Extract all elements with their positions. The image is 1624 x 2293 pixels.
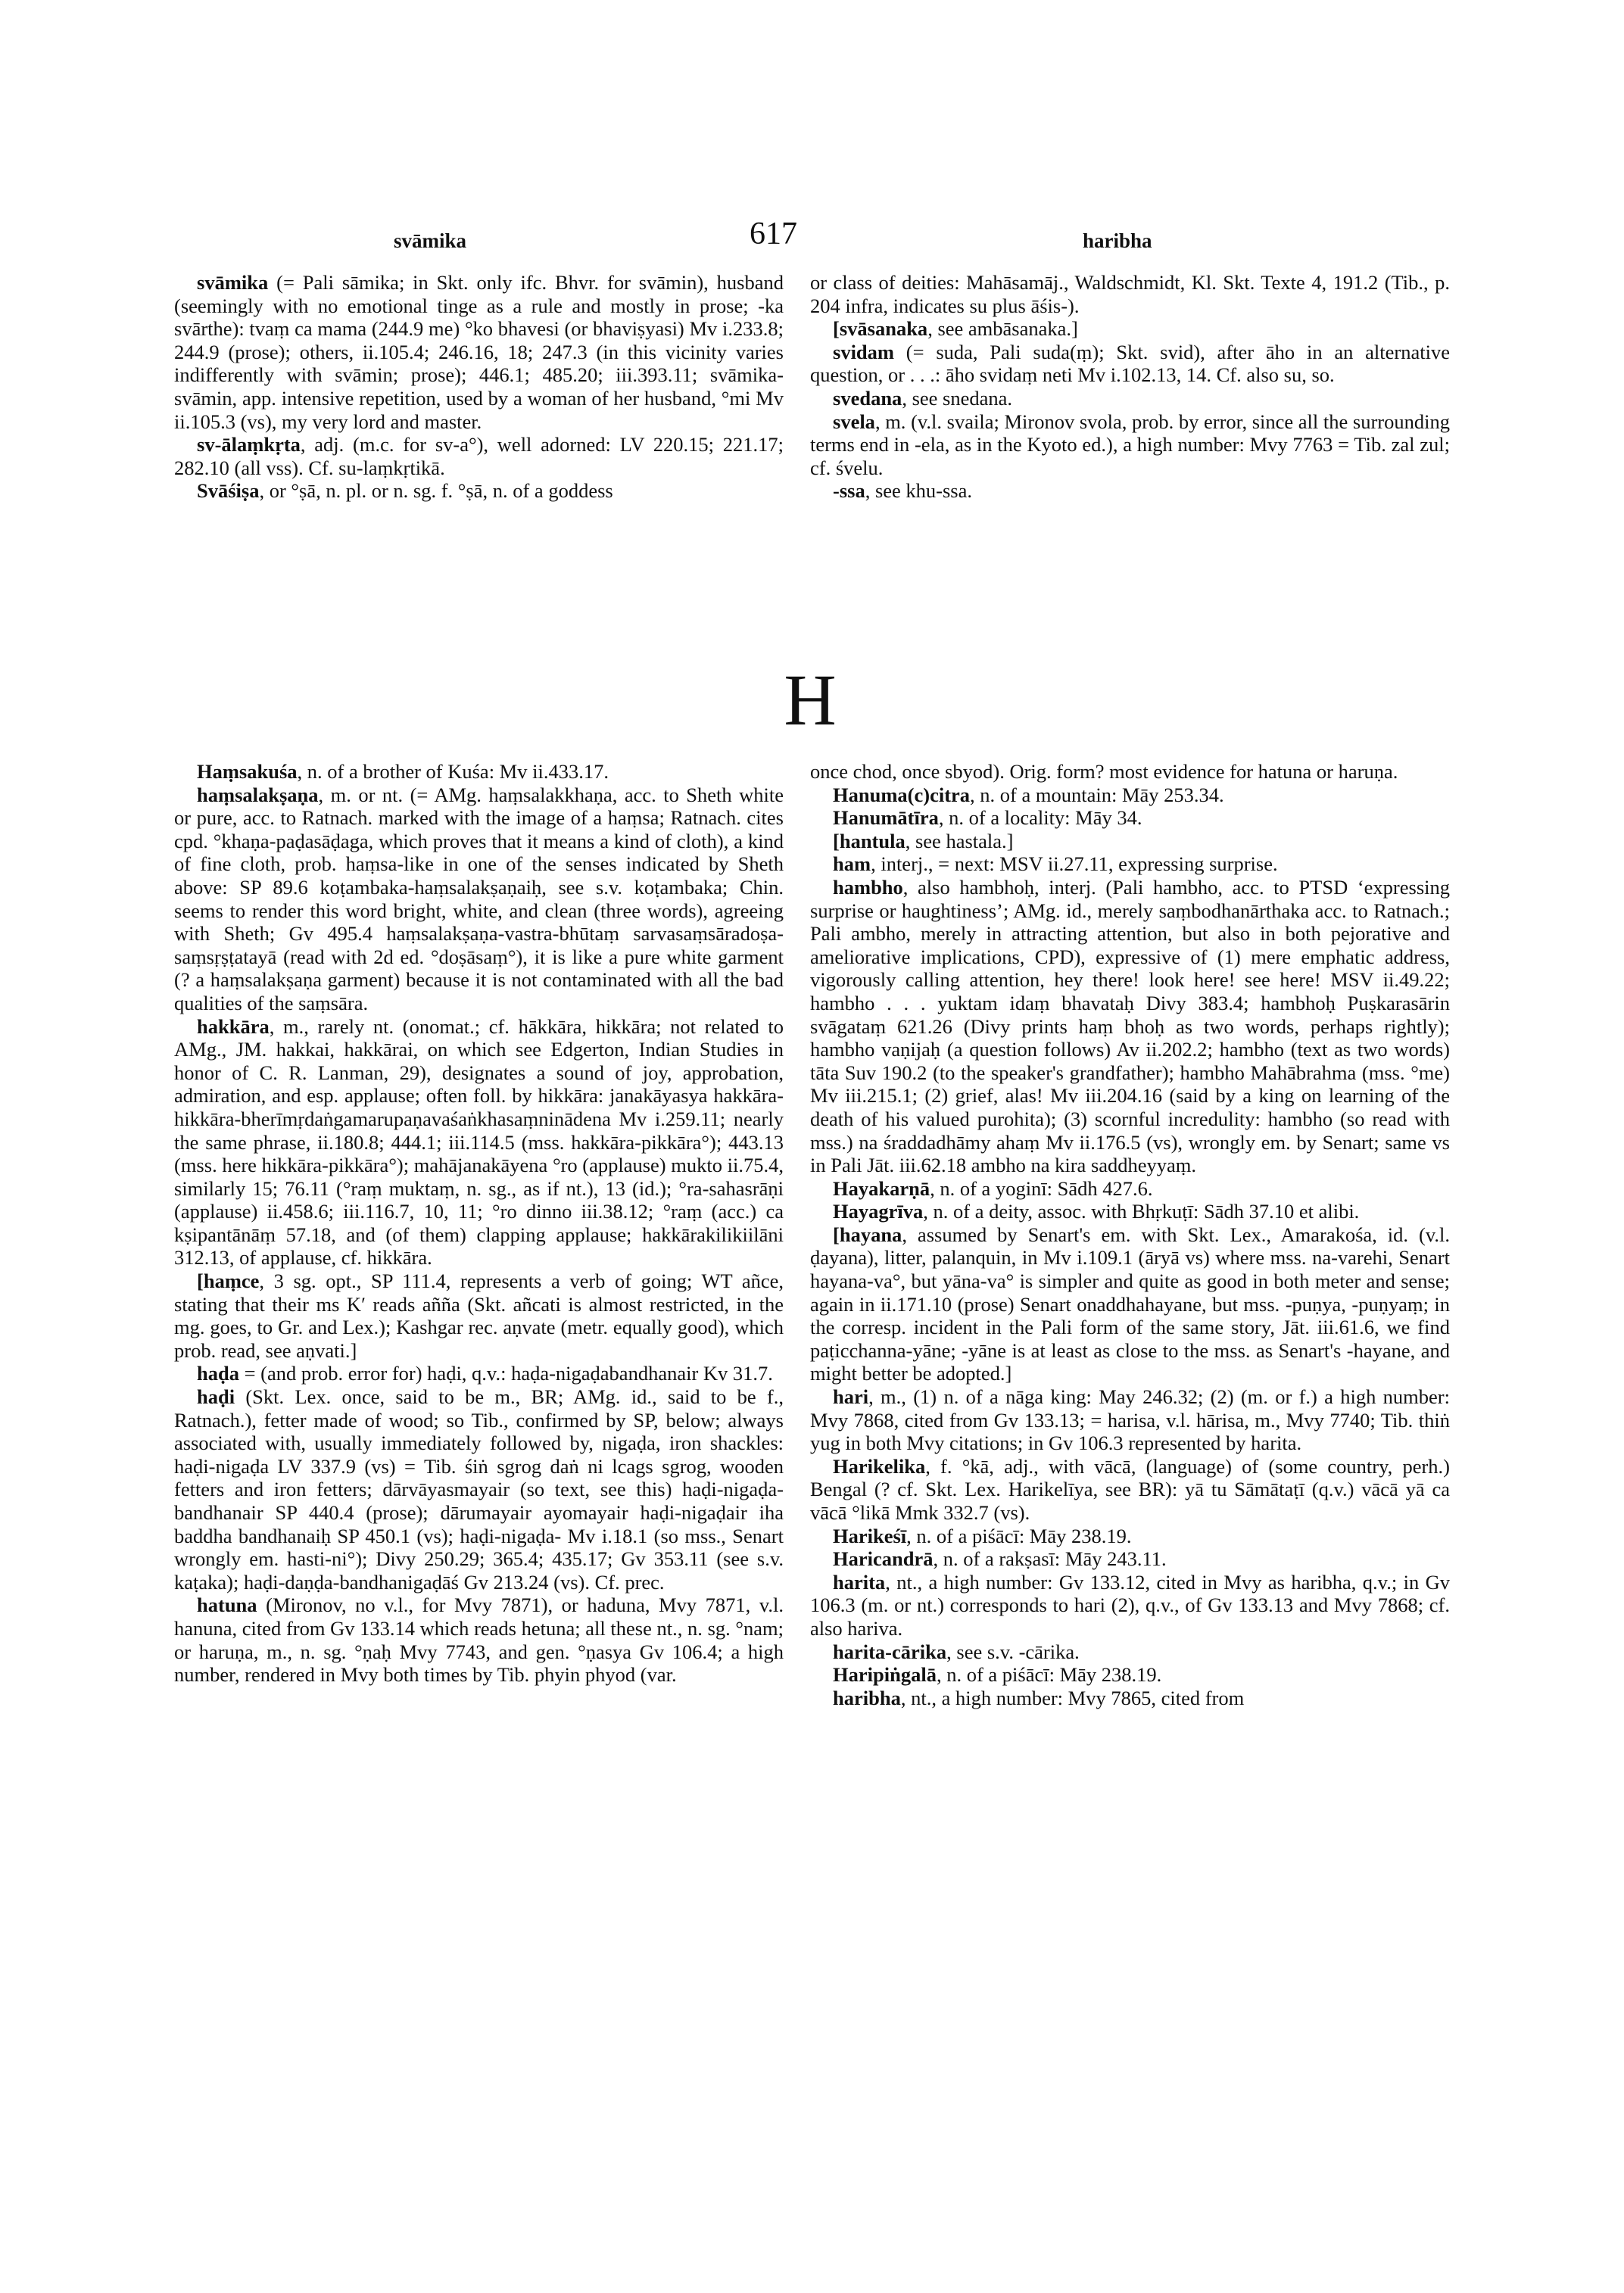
entry-body: (= Pali sāmika; in Skt. only ifc. Bhvr. for svāmin), husband (seemingly with no emotional tinge as a rule and mostly in prose; -ka svārthe): tvaṃ ca mama (244.9 me) °ko bhavesi (or bhaviṣyasi) Mv i.233.8; 244.9 (prose); others, ii.105.4; 246.16, 18; 247.3 (in this vicinity varies indifferently with svāmin; prose); 446.1; 485.20; iii.393.11; svāmika-svāmin, app. intensive repetition, used by a woman of her husband, °mi Mv ii.105.3 (vs), my very lord and master. (174, 271, 784, 433)
entry-body: , n. of a mountain: Māy 253.34. (970, 783, 1224, 806)
top-left-column (174, 271, 784, 503)
dictionary-entry (810, 1687, 1450, 1710)
dictionary-entry (174, 760, 784, 784)
entry-body: , see s.v. -cārika. (946, 1640, 1080, 1663)
dictionary-entry (810, 1571, 1450, 1640)
entry-headword: haṃsalakṣaṇa (197, 783, 319, 806)
entry-headword: harita-cārika (833, 1640, 947, 1663)
page-number: 617 (750, 217, 797, 251)
dictionary-entry (174, 784, 784, 1015)
dictionary-entry (174, 1270, 784, 1362)
dictionary-entry (810, 876, 1450, 1177)
entry-body: , nt., a high number: Gv 133.12, cited in Mvy as haribha, q.v.; in Gv 106.3 (m. or nt.) corresponds to hari (2), q.v., of Gv 133.13 and Mvy 7868; cf. also hariva. (810, 1570, 1450, 1640)
entry-body: , n. of a brother of Kuśa: Mv ii.433.17. (297, 760, 609, 783)
entry-body: , interj., = next: MSV ii.27.11, expressing surprise. (871, 852, 1278, 876)
entry-body: , m., (1) n. of a nāga king: May 246.32; (2) (m. or f.) a high number: Mvy 7868, cited from Gv 133.13; = harisa, v.l. hārisa, m., Mvy 7740; Tib. thiṅ yug in both Mvy citations; in Gv 106.3 represented by harita. (810, 1385, 1450, 1455)
entry-body: , n. of a yoginī: Sādh 427.6. (930, 1176, 1153, 1200)
dictionary-entry (810, 1385, 1450, 1455)
dictionary-entry (810, 341, 1450, 387)
dictionary-entry (810, 1177, 1450, 1201)
dictionary-entry (810, 1525, 1450, 1548)
entry-headword: haribha (833, 1686, 901, 1709)
dictionary-entry (810, 806, 1450, 830)
right-guide-word: haribha (1083, 229, 1152, 252)
dictionary-entry (174, 479, 784, 503)
dictionary-entry (810, 760, 1450, 784)
entry-body: , 3 sg. opt., SP 111.4, represents a verb of going; WT añce, stating that their ms K′ reads añña (Skt. añcati is almost restricted, in the mg. goes, to Gr. and Lex.); Kashgar rec. aṇvate (metr. equally good), which prob. read, see aṇvati.] (174, 1270, 784, 1362)
entry-body: , m. (v.l. svaila; Mironov svola, prob. by error, since all the surrounding terms end in -ela, as in the Kyoto ed.), a high number: Mvy 7763 = Tib. zal zul; cf. śvelu. (810, 410, 1450, 479)
left-guide-word: svāmika (394, 229, 467, 252)
dictionary-entry (174, 1015, 784, 1270)
entry-body: (= suda, Pali suda(ṃ); Skt. svid), after āho in an alternative question, or . . .: āho svidaṃ neti Mv i.102.13, 14. Cf. also su, so. (810, 340, 1450, 387)
running-head (0, 216, 1624, 261)
entry-headword: svedana (833, 386, 902, 410)
dictionary-entry (810, 271, 1450, 317)
dictionary-entry (810, 1547, 1450, 1571)
entry-body: (Skt. Lex. once, said to be m., BR; AMg. id., said to be f., Ratnach.), fetter made of wood; so Tib., confirmed by SP, below; always associated with, usually immediately followed by, nigaḍa, iron shackles: haḍi-nigaḍa LV 337.9 (vs) = Tib. śiṅ sgrog daṅ ni lcags sgrog, wooden fetters and iron fetters; dārvāyasmayair (so text, see this) haḍi-nigaḍa-bandhanair SP 440.4 (prose); dārumayair ayomayair haḍi-nigaḍair iha baddha bandhanaiḥ SP 450.1 (vs); haḍi-nigaḍa- Mv i.18.1 (so mss., Senart wrongly em. hasti-ni°); Divy 250.29; 365.4; 435.17; Gv 353.11 (see s.v. kaṭaka); haḍi-daṇḍa-bandhanigaḍāś Gv 213.24 (vs). Cf. prec. (174, 1385, 784, 1594)
entry-body: , see ambāsanaka.] (927, 317, 1078, 341)
entry-body: , m., rarely nt. (onomat.; cf. hākkāra, hikkāra; not related to AMg., JM. hakkai, hakkārai, on which see Edgerton, Indian Studies in honor of C. R. Lanman, 29), designates a sound of joy, approbation, admiration, and esp. applause; often foll. by hikkāra: janakāyasya hakkāra-hikkāra-bherīmṛdaṅgamarupaṇavaśaṅkhasaṃninādena Mv i.259.11; nearly the same phrase, ii.180.8; 444.1; iii.114.5 (mss. hakkāra-pikkāra°); 443.13 (mss. here hikkāra-pikkāra°); mahājanakāyena °ro (applause) mukto ii.75.4, similarly 15; 76.11 (°raṃ muktaṃ, n. sg., as if nt.), 13 (id.); °ra-sahasrāṇi (applause) ii.458.6; iii.116.7, 10, 11; °ro dinno iii.38.12; °raṃ (acc.) ca kṣipantānāṃ 57.18, and (of them) clapping applause; hakkārakilikiilāni 312.13, of applause, cf. hikkāra. (174, 1014, 784, 1270)
entry-body: , also hambhoḥ, interj. (Pali hambho, acc. to PTSD ‘expressing surprise or haughtiness’; AMg. id., merely saṃbodhanārthaka acc. to Ratnach.; Pali ambho, merely in attracting attention, but also in both pejorative and ameliorative implications, CPD), expressive of (1) mere emphatic address, vigorously calling attention, hey there! look here! see here! MSV ii.49.22; hambho . . . yuktam idaṃ bhavataḥ Divy 383.4; hambhoḥ Puṣkarasārin svāgataṃ 621.26 (Divy prints haṃ bhoḥ as two words, perhaps rightly); hambho vaṇijaḥ (a question follows) Av ii.202.2; hambho (text as two words) tāta Suv 190.2 (to the speaker's grandfather); hambho Mahābrahma (mss. °me) Mv iii.215.1; (2) grief, alas! Mv iii.204.16 (said by a king on learning of the death of his valued purohita); (3) scornful incredulity: hambho (so read with mss.) na śraddadhāmy ahaṃ Mv ii.176.5 (vs), wrongly em. by Senart; same vs in Pali Jāt. iii.62.18 ambho na kira saddheyyaṃ. (810, 875, 1450, 1177)
entry-body: , or °ṣā, n. pl. or n. sg. f. °ṣā, n. of a goddess (259, 479, 613, 503)
dictionary-entry (810, 479, 1450, 503)
entry-body: , adj. (m.c. for sv-a°), well adorned: LV 220.15; 221.17; 282.10 (all vss). Cf. su-laṃkṛtikā. (174, 433, 784, 479)
entry-headword: sv-ālaṃkṛta (197, 433, 301, 456)
dictionary-entry (810, 1200, 1450, 1223)
entry-headword: Haricandrā (833, 1547, 934, 1571)
entry-headword: svidam (833, 340, 894, 363)
entry-headword: [haṃce (197, 1270, 260, 1293)
entry-body: , n. of a rakṣasī: Māy 243.11. (933, 1547, 1167, 1571)
entry-headword: svela (833, 410, 875, 433)
entry-body: , n. of a piśācī: Māy 238.19. (906, 1524, 1132, 1547)
dictionary-entry (174, 433, 784, 479)
entry-headword: Harikelika (833, 1454, 926, 1478)
main-right-column (810, 760, 1450, 1709)
entry-body: , see snedana. (902, 386, 1012, 410)
entry-headword: [hayana (833, 1223, 902, 1246)
entry-headword: Hanuma(c)citra (833, 783, 971, 806)
entry-headword: Hayakarṇā (833, 1176, 930, 1200)
dictionary-entry (810, 830, 1450, 853)
entry-headword: Svāśiṣa (197, 479, 260, 503)
entry-body: or class of deities: Mahāsamāj., Waldschmidt, Kl. Skt. Texte 4, 191.2 (Tib., p. 204 infra, indicates su plus āśis-). (810, 271, 1450, 317)
entry-body: , m. or nt. (= AMg. haṃsalakkhaṇa, acc. to Sheth white or pure, acc. to Ratnach. marked with the image of a haṃsa; Ratnach. cites cpd. °khaṇa-paḍasāḍaga, which proves that it means a kind of cloth), a kind of fine cloth, prob. haṃsa-like in one of the senses indicated by Sheth above: SP 89.6 koṭambaka-haṃsalakṣaṇaiḥ, see s.v. koṭambaka; Chin. seems to render this word bright, white, and clean (three words), agreeing with Sheth; Gv 495.4 haṃsalakṣaṇa-vastra-bhūtaṃ sarvasaṃsāradoṣa-saṃsṛṣṭatayā (read with 2d ed. °doṣāsaṃ°), it is like a pure white garment (? a haṃsalakṣaṇa garment) because it is not contaminated with all the bad qualities of the saṃsāra. (174, 783, 784, 1014)
dictionary-entry (810, 317, 1450, 341)
dictionary-entry (810, 852, 1450, 876)
entry-body: , see hastala.] (905, 829, 1014, 852)
dictionary-entry (810, 1455, 1450, 1525)
dictionary-entry (810, 784, 1450, 807)
dictionary-entry (810, 1663, 1450, 1687)
entry-body: once chod, once sbyod). Orig. form? most evidence for hatuna or haruṇa. (810, 760, 1398, 783)
dictionary-entry (174, 1594, 784, 1686)
entry-headword: [hantula (833, 829, 906, 852)
entry-headword: Hayagrīva (833, 1200, 924, 1223)
entry-headword: Harikeśī (833, 1524, 907, 1547)
entry-headword: haḍa (197, 1362, 239, 1385)
dictionary-entry (174, 1385, 784, 1594)
entry-headword: Haripiṅgalā (833, 1663, 937, 1687)
entry-body: , n. of a piśācī: Māy 238.19. (936, 1663, 1162, 1687)
entry-headword: svāmika (197, 271, 269, 294)
entry-headword: hakkāra (197, 1014, 270, 1038)
entry-headword: hatuna (197, 1594, 257, 1617)
main-left-column (174, 760, 784, 1687)
dictionary-entry (174, 1362, 784, 1385)
entry-body: , see khu-ssa. (865, 479, 973, 503)
dictionary-entry (810, 1223, 1450, 1385)
dictionary-entry (810, 387, 1450, 410)
entry-body: , f. °kā, adj., with vācā, (language) of (some country, perh.) Bengal (? cf. Skt. Lex. Harikelīya, see BR): yā tu Sāmātaṭī (q.v.) vācā yā ca vācā °likā Mmk 332.7 (vs). (810, 1454, 1450, 1524)
dictionary-entry (810, 1640, 1450, 1664)
section-letter: H (784, 659, 837, 740)
entry-body: , n. of a locality: Māy 34. (938, 806, 1142, 830)
top-right-column (810, 271, 1450, 503)
dictionary-entry (174, 271, 784, 433)
entry-body: (Mironov, no v.l., for Mvy 7871), or haduna, Mvy 7871, v.l. hanuna, cited from Gv 133.14 which reads hetuna; all these nt., n. sg. °nam; or haruṇa, m., n. sg. °ṇaḥ Mvy 7743, and gen. °ṇasya Gv 106.4; a high number, rendered in Mvy both times by Tib. phyin phyod (var. (174, 1594, 784, 1687)
entry-body: , nt., a high number: Mvy 7865, cited from (900, 1686, 1245, 1709)
entry-body: , assumed by Senart's em. with Skt. Lex., Amarakośa, id. (v.l. ḍayana), litter, palanquin, in Mv i.109.1 (āryā vs) where mss. na-varehi, Senart hayana-va°, but yāna-va° is simpler and quite as good in both meter and sense; again in ii.171.10 (prose) Senart onaddhahayane, but mss. -puṇya, -puṇyaṃ; in the corresp. incident in the Pali form of the same story, Jāt. iii.61.6, we find paṭicchanna-yāne; -yāne is at least as close to the mss. as Senart's -hayane, and might better be adopted.] (810, 1223, 1450, 1385)
dictionary-entry (810, 410, 1450, 480)
entry-headword: hari (833, 1385, 869, 1409)
entry-headword: Haṃsakuśa (197, 760, 298, 783)
entry-headword: ham (833, 852, 871, 876)
entry-headword: Hanumātīra (833, 806, 939, 830)
entry-headword: [svāsanaka (833, 317, 928, 341)
entry-headword: harita (833, 1570, 886, 1594)
entry-headword: haḍi (197, 1385, 235, 1409)
entry-headword: -ssa (833, 479, 865, 503)
entry-headword: hambho (833, 875, 903, 899)
entry-body: = (and prob. error for) haḍi, q.v.: haḍa-nigaḍabandhanair Kv 31.7. (238, 1362, 773, 1385)
entry-body: , n. of a deity, assoc. with Bhṛkuṭī: Sādh 37.10 et alibi. (923, 1200, 1360, 1223)
